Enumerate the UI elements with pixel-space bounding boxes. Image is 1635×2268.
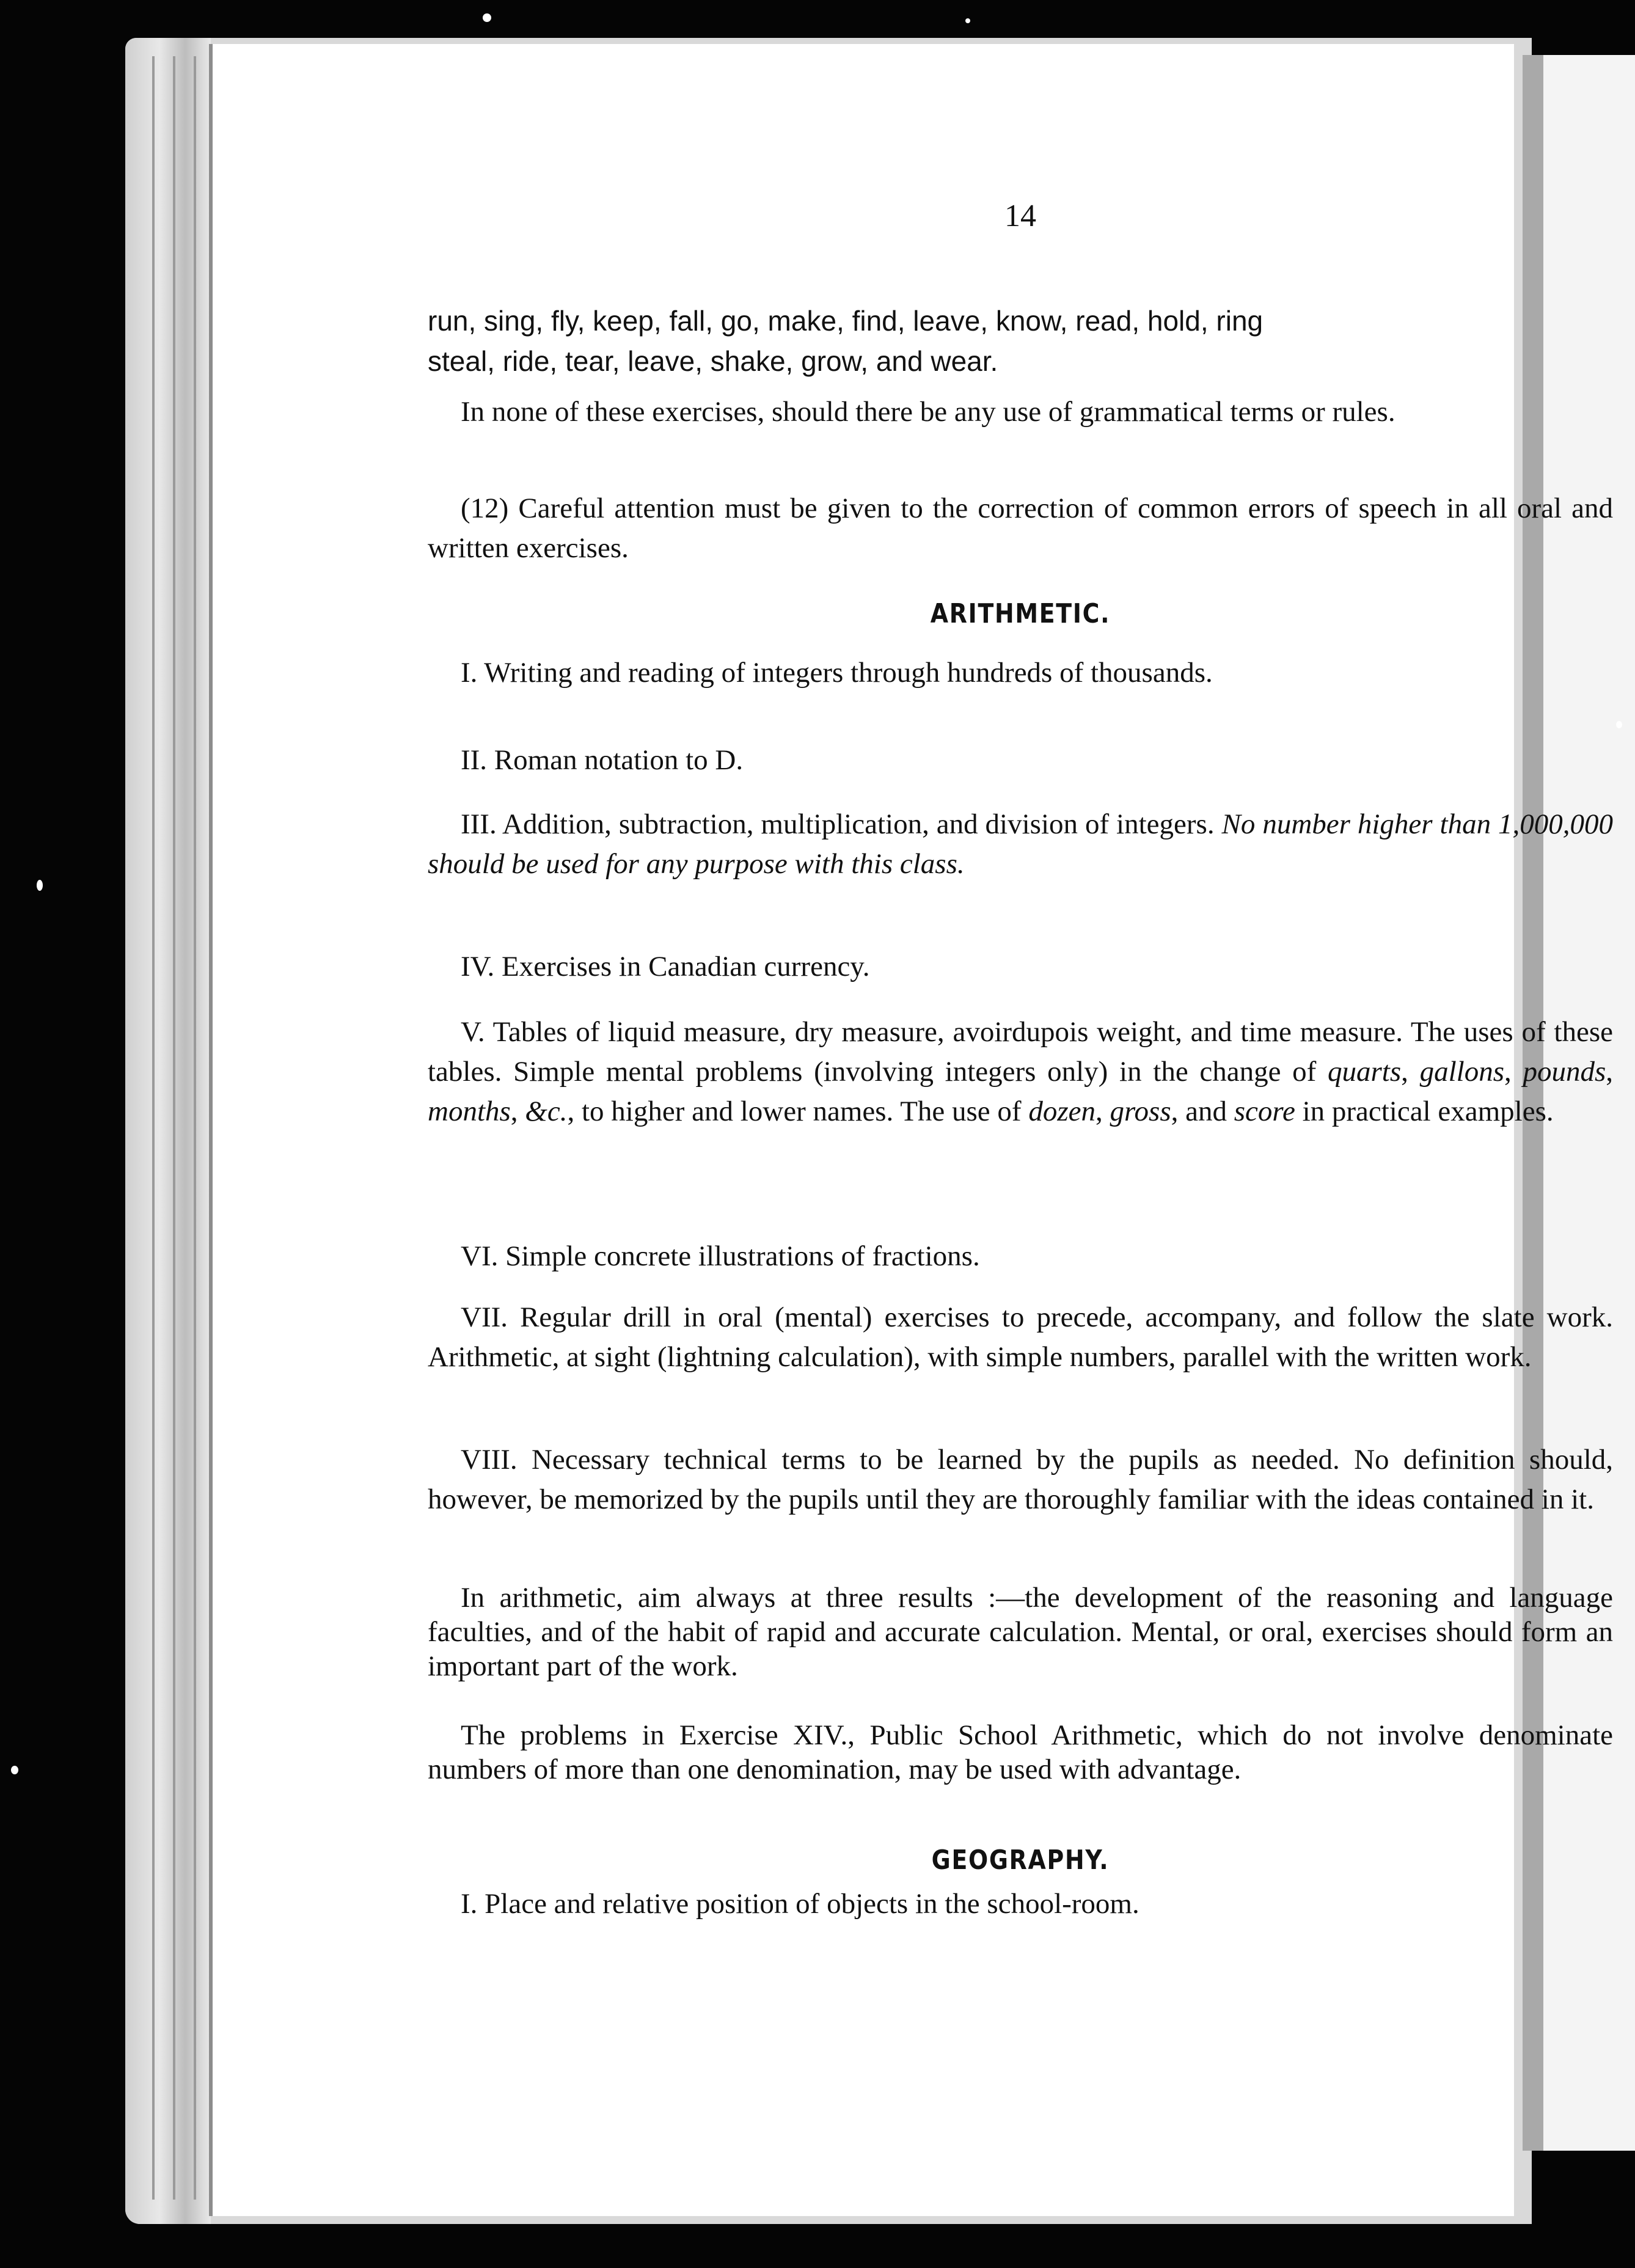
term-months: months	[428, 1096, 511, 1127]
term-etc: &c.	[525, 1096, 568, 1127]
arithmetic-item-vii: VII. Regular drill in oral (mental) exercises to precede, accompany, and follow the slate work. Arithmetic, at sight (lightning calculation), with simple numbers, parallel with the written work.	[428, 1301, 1613, 1373]
arithmetic-item-v-part2: , to higher and lower names. The use of	[567, 1096, 1022, 1127]
geography-heading: GEOGRAPHY.	[931, 1845, 1110, 1876]
scan-speck	[1616, 721, 1622, 728]
term-score: score	[1234, 1096, 1295, 1127]
geography-item-i: I. Place and relative position of objects in the school-room.	[461, 1888, 1139, 1920]
term-gross: gross	[1110, 1096, 1171, 1127]
arithmetic-item-v-part1: V. Tables of liquid measure, dry measure, avoirdupois weight, and time measure. The uses of these tables. Simple mental problems (involving integers only) in the change of	[428, 1016, 1613, 1088]
page-edges	[125, 38, 211, 2224]
arithmetic-item-v-and: , and	[1171, 1096, 1227, 1127]
scan-speck	[965, 18, 970, 23]
page-edge-line	[194, 56, 196, 2200]
intro-verb-list	[428, 301, 1613, 381]
arithmetic-item-iv: IV. Exercises in Canadian currency.	[461, 951, 870, 982]
scan-speck	[11, 1766, 18, 1774]
page-edge-line	[152, 56, 155, 2200]
arithmetic-item-v-part3: in practical examples.	[1302, 1096, 1554, 1127]
intro-line-1: run, sing, fly, keep, fall, go, make, find, leave, know, read, hold, ring	[428, 305, 1264, 337]
arithmetic-aim-paragraph: In arithmetic, aim always at three results :—the development of the reasoning and language faculties, and of the habit of rapid and accurate calculation. Mental, or oral, exercises should form an important part of the work.	[428, 1582, 1613, 1682]
page-sheet	[209, 44, 1614, 2216]
intro-line-2: steal, ride, tear, leave, shake, grow, and wear.	[428, 345, 998, 377]
term-quarts: quarts	[1328, 1056, 1402, 1088]
page-edge-line	[173, 56, 175, 2200]
arithmetic-heading: ARITHMETIC.	[930, 598, 1111, 629]
arithmetic-item-vi: VI. Simple concrete illustrations of fractions.	[461, 1240, 980, 1272]
page-number: 14	[1004, 199, 1036, 233]
term-dozen: dozen	[1028, 1096, 1095, 1127]
arithmetic-item-i: I. Writing and reading of integers through hundreds of thousands.	[461, 657, 1213, 689]
term-gallons: gallons	[1419, 1056, 1505, 1088]
item-12: (12) Careful attention must be given to the correction of common errors of speech in all oral and written exercises.	[428, 492, 1613, 564]
arithmetic-item-iii-text: III. Addition, subtraction, multiplication, and division of integers.	[461, 808, 1215, 840]
scan-speck	[37, 880, 43, 891]
arithmetic-item-viii: VIII. Necessary technical terms to be learned by the pupils as needed. No definition should, however, be memorized by the pupils until they are thoroughly familiar with the ideas contained in it.	[428, 1444, 1613, 1515]
arithmetic-item-iii	[428, 805, 1613, 884]
term-pounds: pounds	[1523, 1056, 1606, 1088]
arithmetic-item-iii-italic: No number higher than 1,000,000 should be used for any purpose with this class.	[428, 808, 1614, 880]
arithmetic-item-ii: II. Roman notation to D.	[461, 744, 744, 776]
no-grammar-note: In none of these exercises, should there be any use of grammatical terms or rules.	[461, 396, 1395, 428]
scan-speck	[483, 13, 491, 22]
arithmetic-item-v: V. Tables of liquid measure, dry measure, avoirdupois weight, and time measure. The uses of these tables. Simple mental problems (involving integers only) in the change of quarts, gallons, pounds, months, &c., to higher and lower names. The use of dozen, gross, and score in practical examples.	[428, 1016, 1614, 1127]
arithmetic-problems-paragraph: The problems in Exercise XIV., Public School Arithmetic, which do not involve denominate numbers of more than one denomination, may be used with advantage.	[428, 1719, 1613, 1785]
